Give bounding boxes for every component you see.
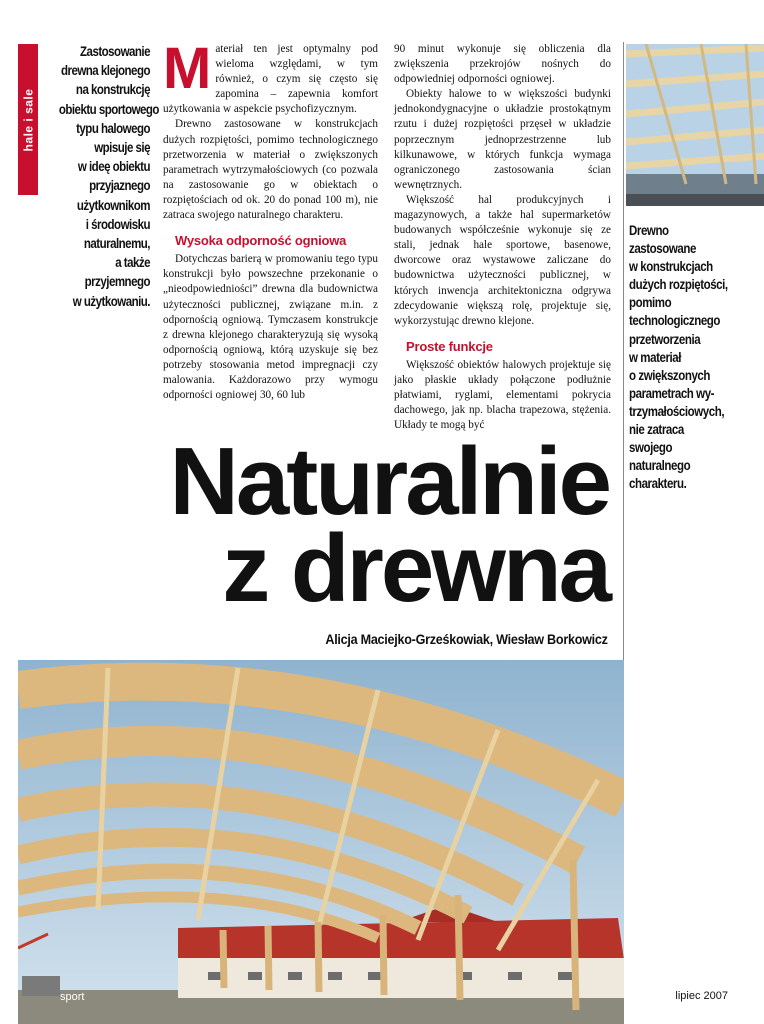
caption-line: zastosowane — [629, 241, 696, 257]
headline — [169, 428, 609, 622]
section-tab-label: hale i sale — [21, 88, 35, 151]
lead-line: w ideę obiektu — [77, 159, 150, 175]
lead-line: przyjemnego — [84, 274, 150, 290]
footer-date: lipiec 2007 — [675, 990, 728, 1002]
roof-beams-photo-small — [626, 44, 764, 206]
paragraph: Obiekty halowe to w większości budynki jednokondygnacyjne o układzie prostokątnym rzutu i dużej rozpiętości przęseł w układzie poprzecznym jednoprzestrzenne lub kilkunawowe, w których funkcja wymaga ograniczonego zastosowania ścian wewnętrznych. — [394, 88, 611, 191]
lead-line: użytkownikom — [76, 197, 150, 213]
caption-line: technologicznego — [629, 313, 721, 329]
caption-line: w materiał — [629, 349, 682, 365]
caption-line: o zwiększonych — [629, 367, 711, 383]
paragraph: Większość obiektów halowych projektuje się jako płaskie układy połączone podłużnie płatwiami, ryglami, elementami pokrycia dachowego, jak np. blacha trapezowa, stężenia. Układy te mogą być — [394, 358, 611, 432]
subheading: Wysoka odporność ogniowa — [175, 233, 347, 249]
subheading: Proste funkcje — [406, 338, 493, 354]
caption-line: pomimo — [629, 295, 672, 311]
lead-line: wpisuje się — [94, 140, 150, 156]
caption-line: trzymałościowych, — [629, 403, 725, 419]
section-tab — [18, 44, 38, 195]
photo-watermark: sport — [60, 991, 85, 1003]
caption-line: naturalnego — [629, 458, 691, 474]
lead-line: a także — [115, 255, 150, 271]
paragraph: ateriał ten jest optymalny pod wieloma względami, w tym również, o czym się często się zapomina – zapewnia komfort użytkowania w aspekcie psychofizycznym. — [163, 43, 378, 116]
caption-line: charakteru. — [629, 476, 687, 492]
caption-line: Drewno — [629, 223, 669, 238]
hall-construction-photo — [18, 660, 624, 1024]
photo-caption — [629, 222, 732, 493]
lead-line: Zastosowanie — [80, 44, 150, 59]
lead-line: na konstrukcję — [75, 82, 150, 98]
paragraph: Dotychczas barierą w promowaniu tego typu konstrukcji było powszechne przekonanie o „nieodpowiedniości” drewna dla budownictwa użyteczności publicznej, związane m.in. z odpornością ogniową. Tymczasem konstrukcje z drewna klejonego charakteryzują się wysoką odpornością ogniową, którą uzyskuje się bez potrzeby stosowania metod impregnacji czy malowania. Każdorazowo przy wymogu odporności ogniowej 30, 60 lub — [163, 253, 378, 402]
lead-line: naturalnemu, — [83, 236, 150, 252]
lead-line: typu halowego — [76, 120, 150, 136]
lead-line: drewna klejonego — [60, 63, 150, 79]
headline-line: z drewna — [222, 515, 609, 622]
caption-line: w konstrukcjach — [629, 259, 713, 275]
lead-line: w użytkowaniu. — [72, 293, 150, 309]
lead-line: przyjaznego — [89, 178, 150, 194]
caption-line: dużych rozpiętości, — [629, 277, 728, 293]
headline-line: Naturalnie — [169, 428, 609, 535]
caption-line: swojego — [629, 440, 673, 456]
article-column-2 — [394, 42, 611, 433]
authors: Alicja Maciejko-Grześkowiak, Wiesław Borkowicz — [325, 631, 608, 647]
paragraph: 90 minut wykonuje się obliczenia dla zwiększenia przekrojów nośnych do odpowiedniej odporności ogniowej. — [394, 43, 611, 86]
lead-line: i środowisku — [85, 216, 150, 232]
paragraph: Drewno zastosowane w konstrukcjach dużych rozpiętości, pomimo technologicznego przetworzenia w materiał o zwiększonych parametrach wytrzymałościowych (co pozwala na zastosowanie go w obiektach o rozpiętościach od ok. 20 do ponad 100 m), nie zatraca swojego naturalnego charakteru. — [163, 118, 378, 222]
lead-text — [58, 42, 159, 311]
paragraph: Większość hal produkcyjnych i magazynowych, a także hal supermarketów budowanych współcześnie wykonuje się ze stali, jednak hale sportowe, basenowe, dworcowe oraz wystawowe zaliczane do budownictwa użyteczności publicznej, w których inwencja architektoniczna odgrywa zdecydowanie większą rolę, projektuje się, wykorzystując drewno klejone. — [394, 193, 611, 327]
article-column-1 — [163, 36, 378, 403]
caption-line: parametrach wy- — [629, 385, 715, 401]
lead-line: obiektu sportowego — [58, 101, 159, 117]
caption-line: przetworzenia — [629, 331, 701, 347]
drop-cap: M — [163, 36, 212, 101]
caption-line: nie zatraca — [629, 422, 684, 438]
